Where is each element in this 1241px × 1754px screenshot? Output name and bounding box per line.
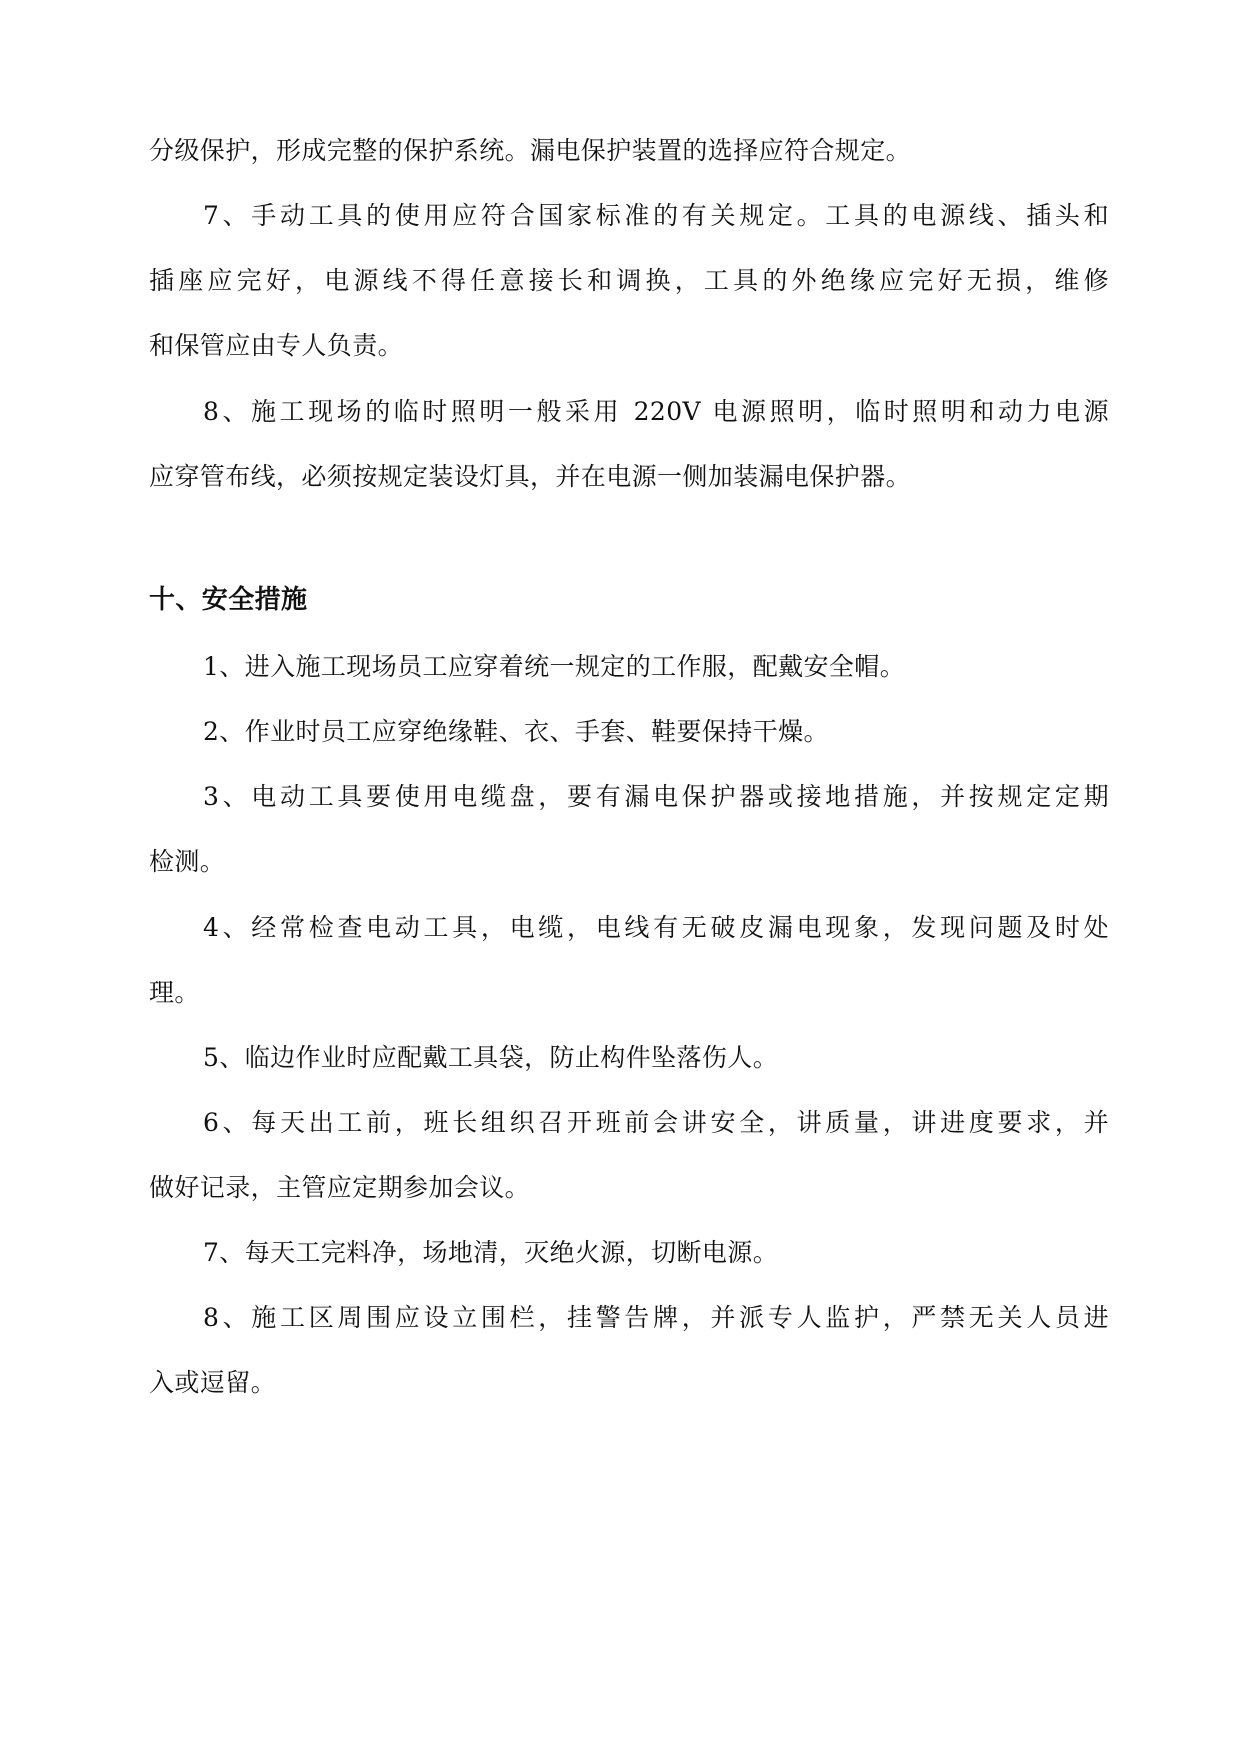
safety-item-6-line-2: 做好记录，主管应定期参加会议。 [149,1173,531,1202]
continuation-line: 分级保护，形成完整的保护系统。漏电保护装置的选择应符合规定。 [149,136,912,165]
safety-item-7: 7、每天工完料净，场地清，灭绝火源，切断电源。 [203,1238,779,1267]
rule-7-line-3: 和保管应由专人负责。 [149,331,404,360]
rule-8-line-1: 8、施工现场的临时照明一般采用 220V 电源照明，临时照明和动力电源 [203,397,1109,426]
safety-item-4-line-1: 4、经常检查电动工具，电缆，电线有无破皮漏电现象，发现问题及时处 [203,913,1109,942]
safety-item-2: 2、作业时员工应穿绝缘鞋、衣、手套、鞋要保持干燥。 [203,717,829,746]
rule-7-line-1: 7、手动工具的使用应符合国家标准的有关规定。工具的电源线、插头和 [203,201,1109,230]
safety-item-8-line-2: 入或逗留。 [149,1368,277,1397]
safety-item-6-line-1: 6、每天出工前，班长组织召开班前会讲安全，讲质量，讲进度要求，并 [203,1108,1109,1137]
rule-7-line-2: 插座应完好，电源线不得任意接长和调换，工具的外绝缘应完好无损，维修 [149,266,1109,295]
section-heading: 十、安全措施 [149,585,308,615]
safety-item-5: 5、临边作业时应配戴工具袋，防止构件坠落伤人。 [203,1043,779,1072]
safety-item-3-line-2: 检测。 [149,847,226,876]
safety-item-8-line-1: 8、施工区周围应设立围栏，挂警告牌，并派专人监护，严禁无关人员进 [203,1303,1109,1332]
rule-8-line-2: 应穿管布线，必须按规定装设灯具，并在电源一侧加装漏电保护器。 [149,462,912,491]
safety-item-1: 1、进入施工现场员工应穿着统一规定的工作服，配戴安全帽。 [203,652,906,681]
safety-item-4-line-2: 理。 [149,978,200,1007]
safety-item-3-line-1: 3、电动工具要使用电缆盘，要有漏电保护器或接地措施，并按规定定期 [203,782,1109,811]
